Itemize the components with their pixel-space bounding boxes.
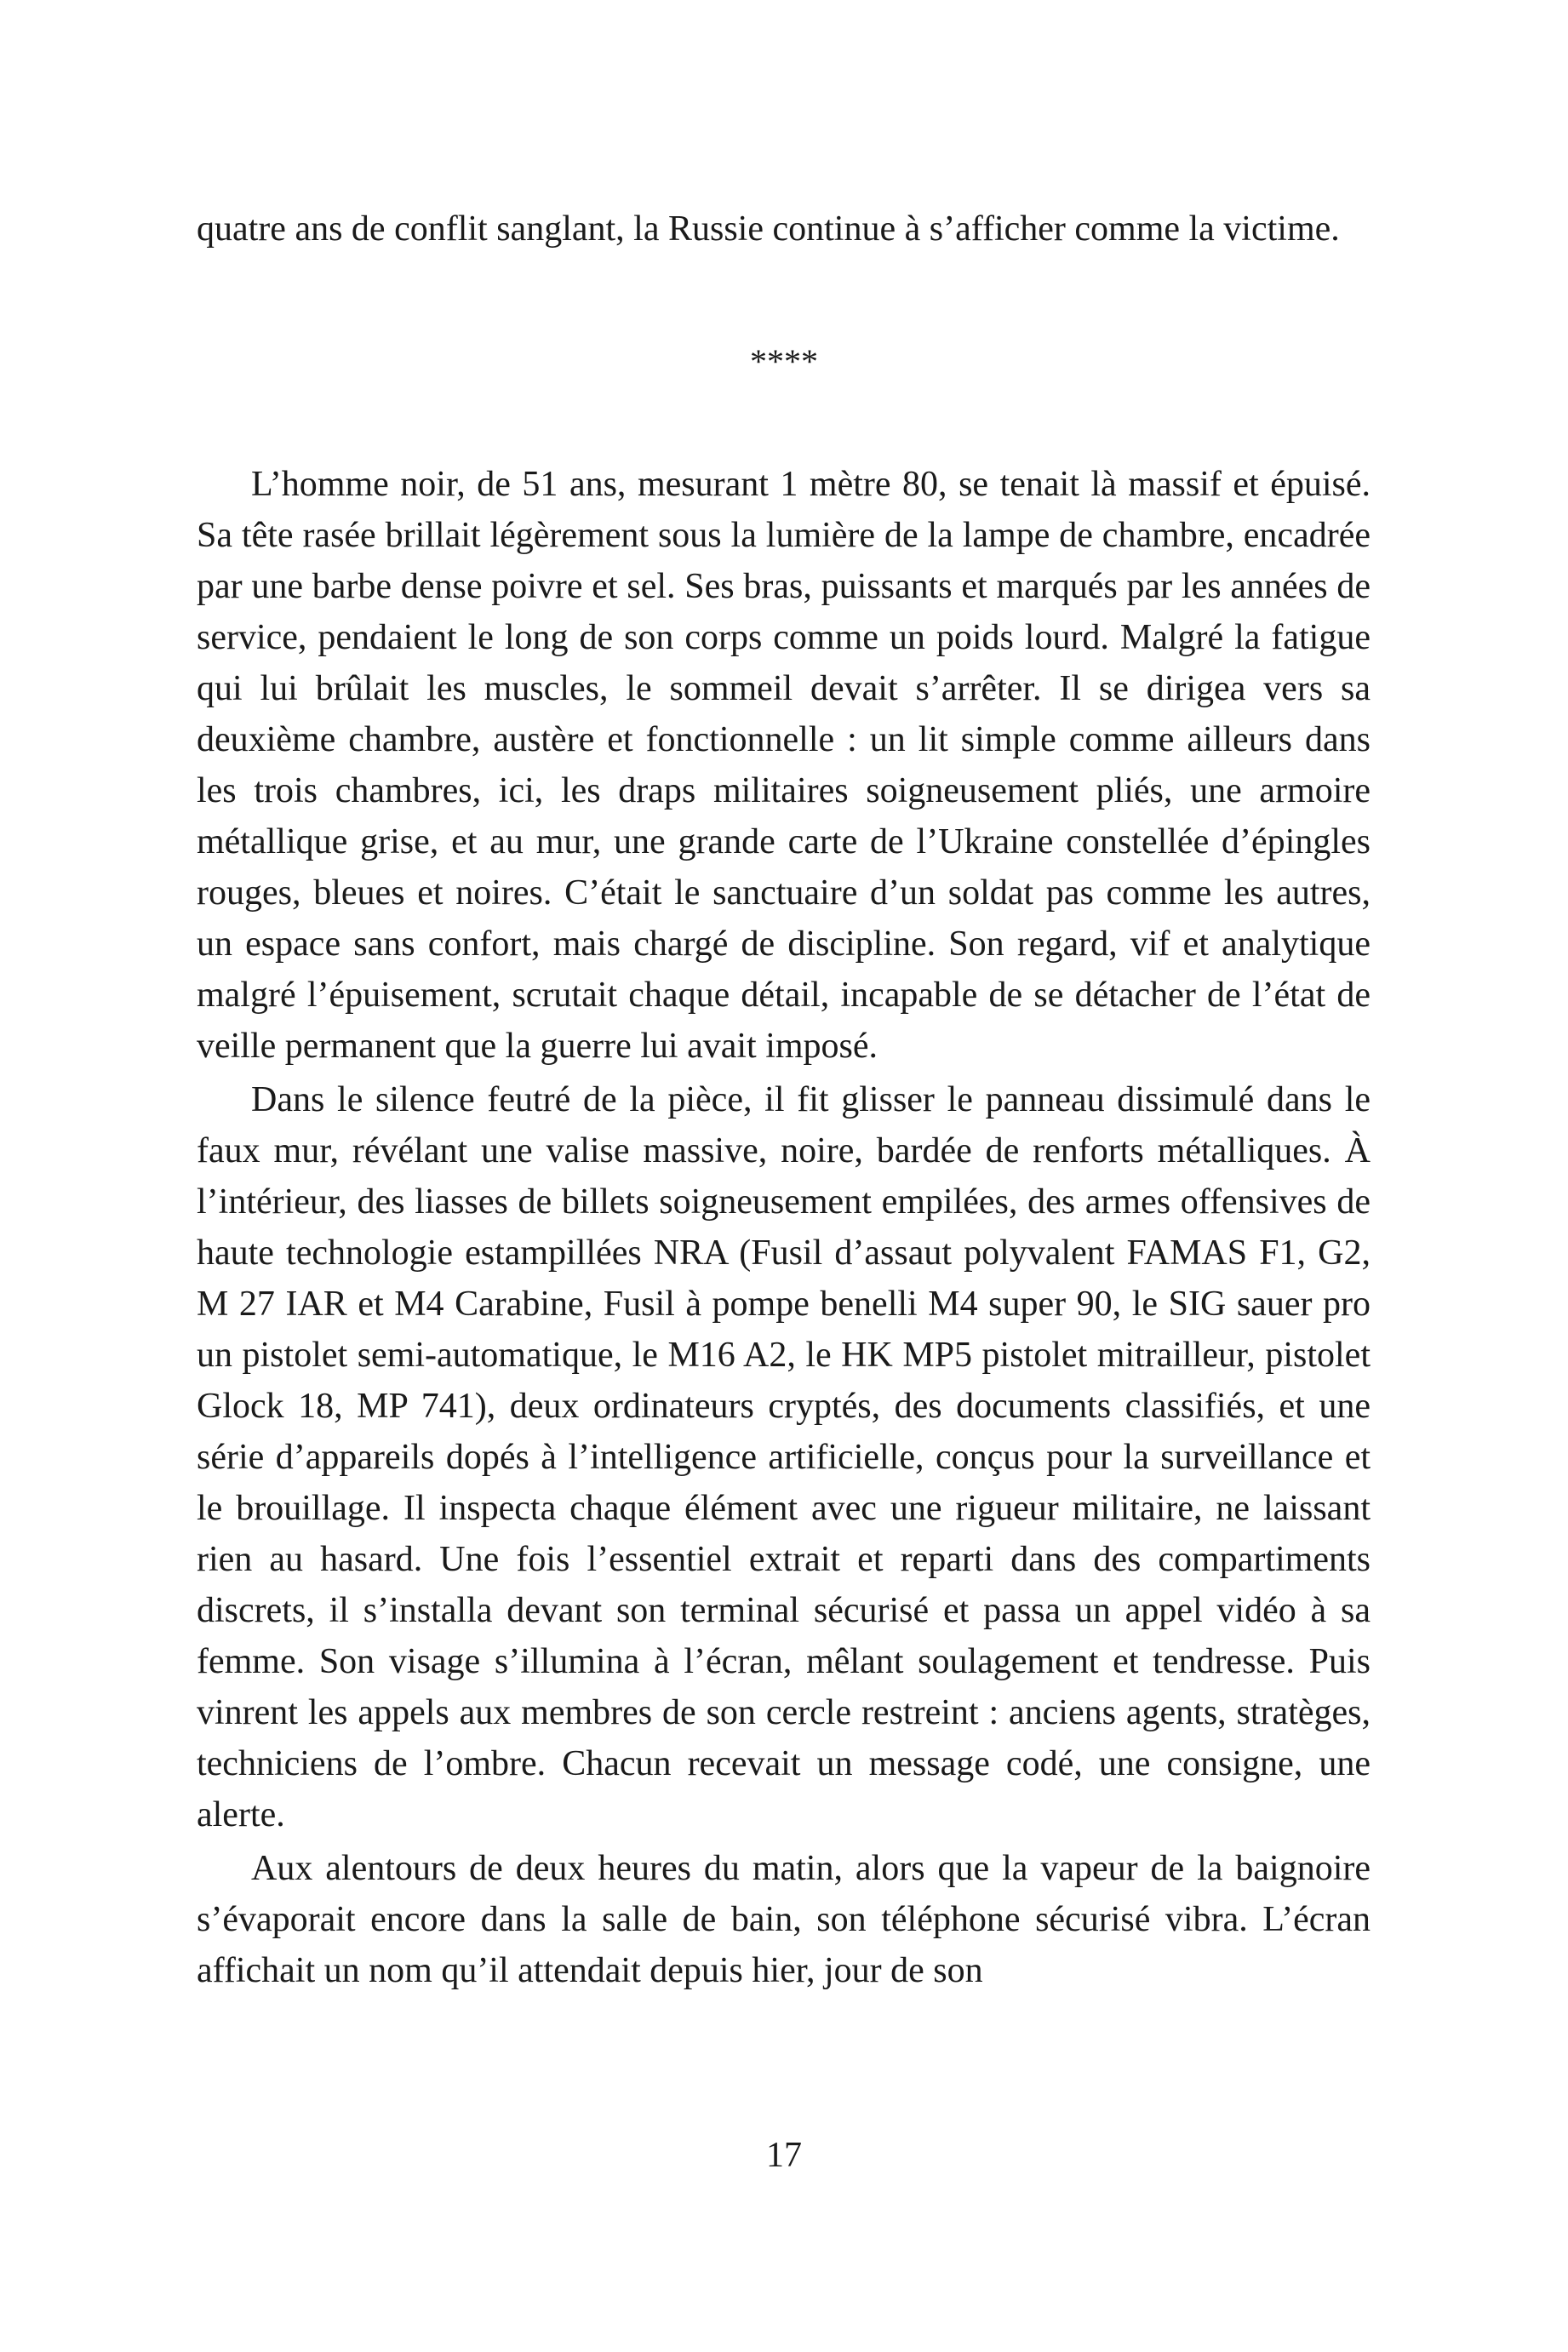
lead-paragraph-block <box>197 203 1371 255</box>
paragraph: Dans le silence feutré de la pièce, il fit glisser le panneau dissimulé dans le faux mur, révélant une valise massive, noire, bardée de renforts métalliques. À l’intérieur, des liasses de billets soigneusement empilées, des armes offensives de haute technologie estampillées NRA (Fusil d’assaut polyvalent FAMAS F1, G2, M 27 IAR et M4 Carabine, Fusil à pompe benelli M4 super 90, le SIG sauer pro un pistolet semi-automatique, le M16 A2, le HK MP5 pistolet mitrailleur, pistolet Glock 18, MP 741), deux ordinateurs cryptés, des documents classifiés, et une série d’appareils dopés à l’intelligence artificielle, conçus pour la surveillance et le brouillage. Il inspecta chaque élément avec une rigueur militaire, ne laissant rien au hasard. Une fois l’essentiel extrait et reparti dans des compartiments discrets, il s’installa devant son terminal sécurisé et passa un appel vidéo à sa femme. Son visage s’illumina à l’écran, mêlant soulagement et tendresse. Puis vinrent les appels aux membres de son cercle restreint : anciens agents, stratèges, techniciens de l’ombre. Chacun recevait un message codé, une consigne, une alerte. <box>197 1080 1371 1834</box>
body-text <box>197 459 1371 1996</box>
page-number: 17 <box>766 2136 802 2175</box>
section-separator: **** <box>750 342 818 381</box>
paragraph: Aux alentours de deux heures du matin, alors que la vapeur de la baignoire s’évaporait encore dans la salle de bain, son téléphone sécurisé vibra. L’écran affichait un nom qu’il attendait depuis hier, jour de son <box>197 1849 1371 1990</box>
lead-paragraph: quatre ans de conflit sanglant, la Russie continue à s’afficher comme la victime. <box>197 209 1340 249</box>
paragraph: L’homme noir, de 51 ans, mesurant 1 mètre 80, se tenait là massif et épuisé. Sa tête rasée brillait légèrement sous la lumière de la lampe de chambre, encadrée par une barbe dense poivre et sel. Ses bras, puissants et marqués par les années de service, pendaient le long de son corps comme un poids lourd. Malgré la fatigue qui lui brûlait les muscles, le sommeil devait s’arrêter. Il se dirigea vers sa deuxième chambre, austère et fonctionnelle : un lit simple comme ailleurs dans les trois chambres, ici, les draps militaires soigneusement pliés, une armoire métallique grise, et au mur, une grande carte de l’Ukraine constellée d’épingles rouges, bleues et noires. C’était le sanctuaire d’un soldat pas comme les autres, un espace sans confort, mais chargé de discipline. Son regard, vif et analytique malgré l’épuisement, scrutait chaque détail, incapable de se détacher de l’état de veille permanent que la guerre lui avait imposé. <box>197 465 1371 1066</box>
